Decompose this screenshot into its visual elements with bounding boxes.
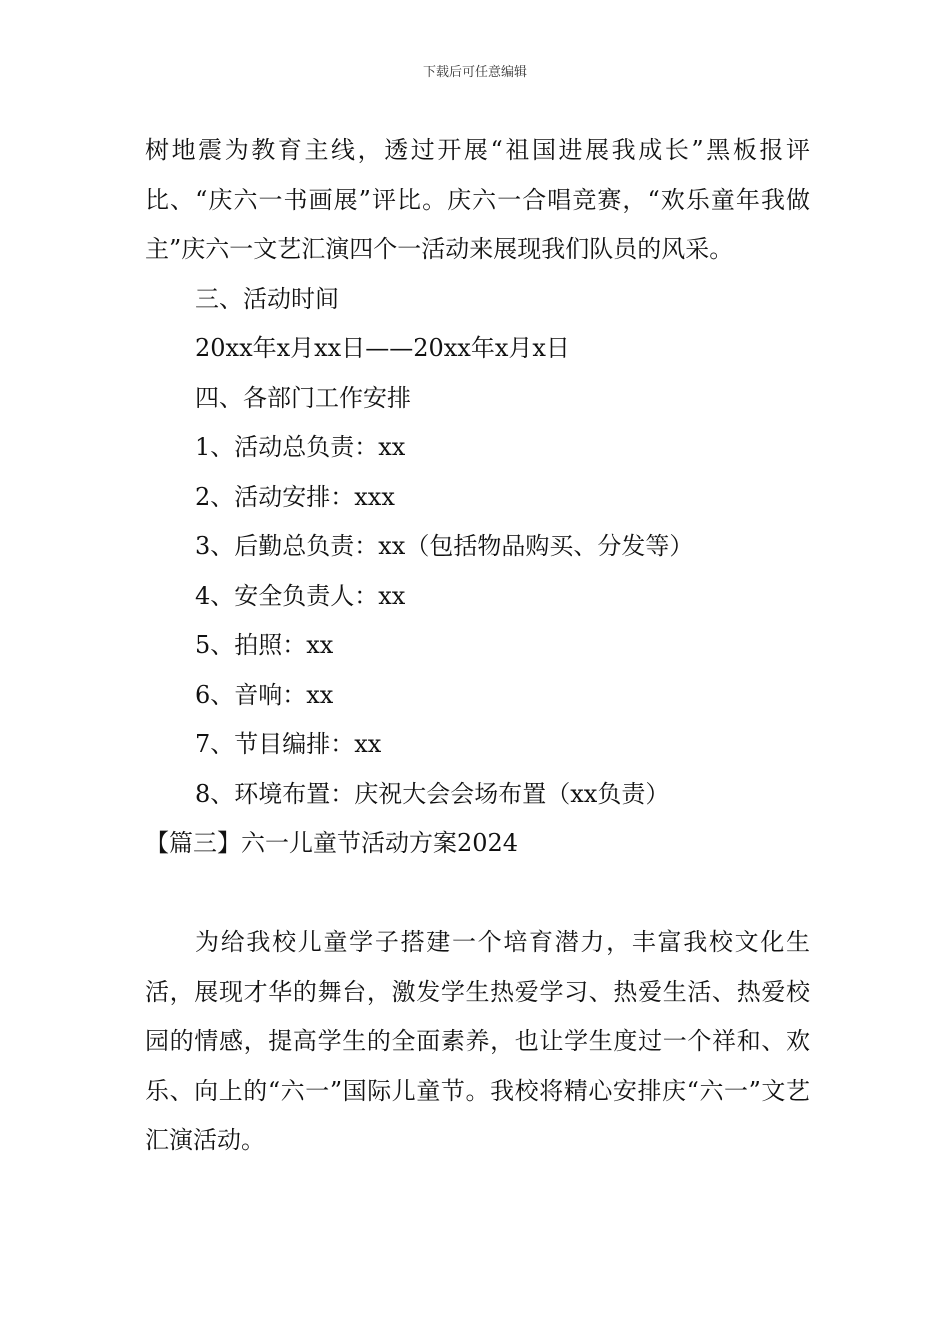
assignment-item: 8、环境布置：庆祝大会会场布置（xx负责） — [195, 779, 670, 808]
assignment-item: 7、节目编排：xx — [195, 730, 382, 758]
section-four-heading: 四、各部门工作安排 — [195, 383, 411, 412]
article-three-paragraph: 为给我校儿童学子搭建一个培育潜力，丰富我校文化生活，展现才华的舞台，激发学生热爱学习、热爱生活、热爱校园的情感，提高学生的全面素养，也让学生度过一个祥和、欢乐、向上的“六一”国际儿童节。我校将精心安排庆“六一”文艺汇演活动。 — [145, 928, 810, 1154]
blank-line — [145, 869, 810, 919]
article-three-title: 【篇三】六一儿童节活动方案2024 — [145, 829, 519, 857]
assignment-item: 3、后勤总负责：xx（包括物品购买、分发等） — [195, 532, 694, 560]
section-three-heading: 三、活动时间 — [195, 284, 339, 313]
activity-time: 20xx年x月xx日——20xx年x月x日 — [195, 334, 570, 362]
page-header: 下载后可任意编辑 — [422, 65, 527, 80]
intro-paragraph: 树地震为教育主线，透过开展“祖国进展我成长”黑板报评比、“庆六一书画展”评比。庆六一合唱竞赛，“欢乐童年我做主”庆六一文艺汇演四个一活动来展现我们队员的风采。 — [145, 136, 810, 263]
assignment-item: 1、活动总负责：xx — [195, 433, 406, 461]
assignment-item: 5、拍照：xx — [195, 631, 334, 659]
assignment-item: 2、活动安排：xxx — [195, 482, 395, 511]
assignment-item: 6、音响：xx — [195, 680, 334, 709]
assignment-item: 4、安全负责人：xx — [195, 581, 406, 610]
document-body — [145, 126, 810, 1166]
